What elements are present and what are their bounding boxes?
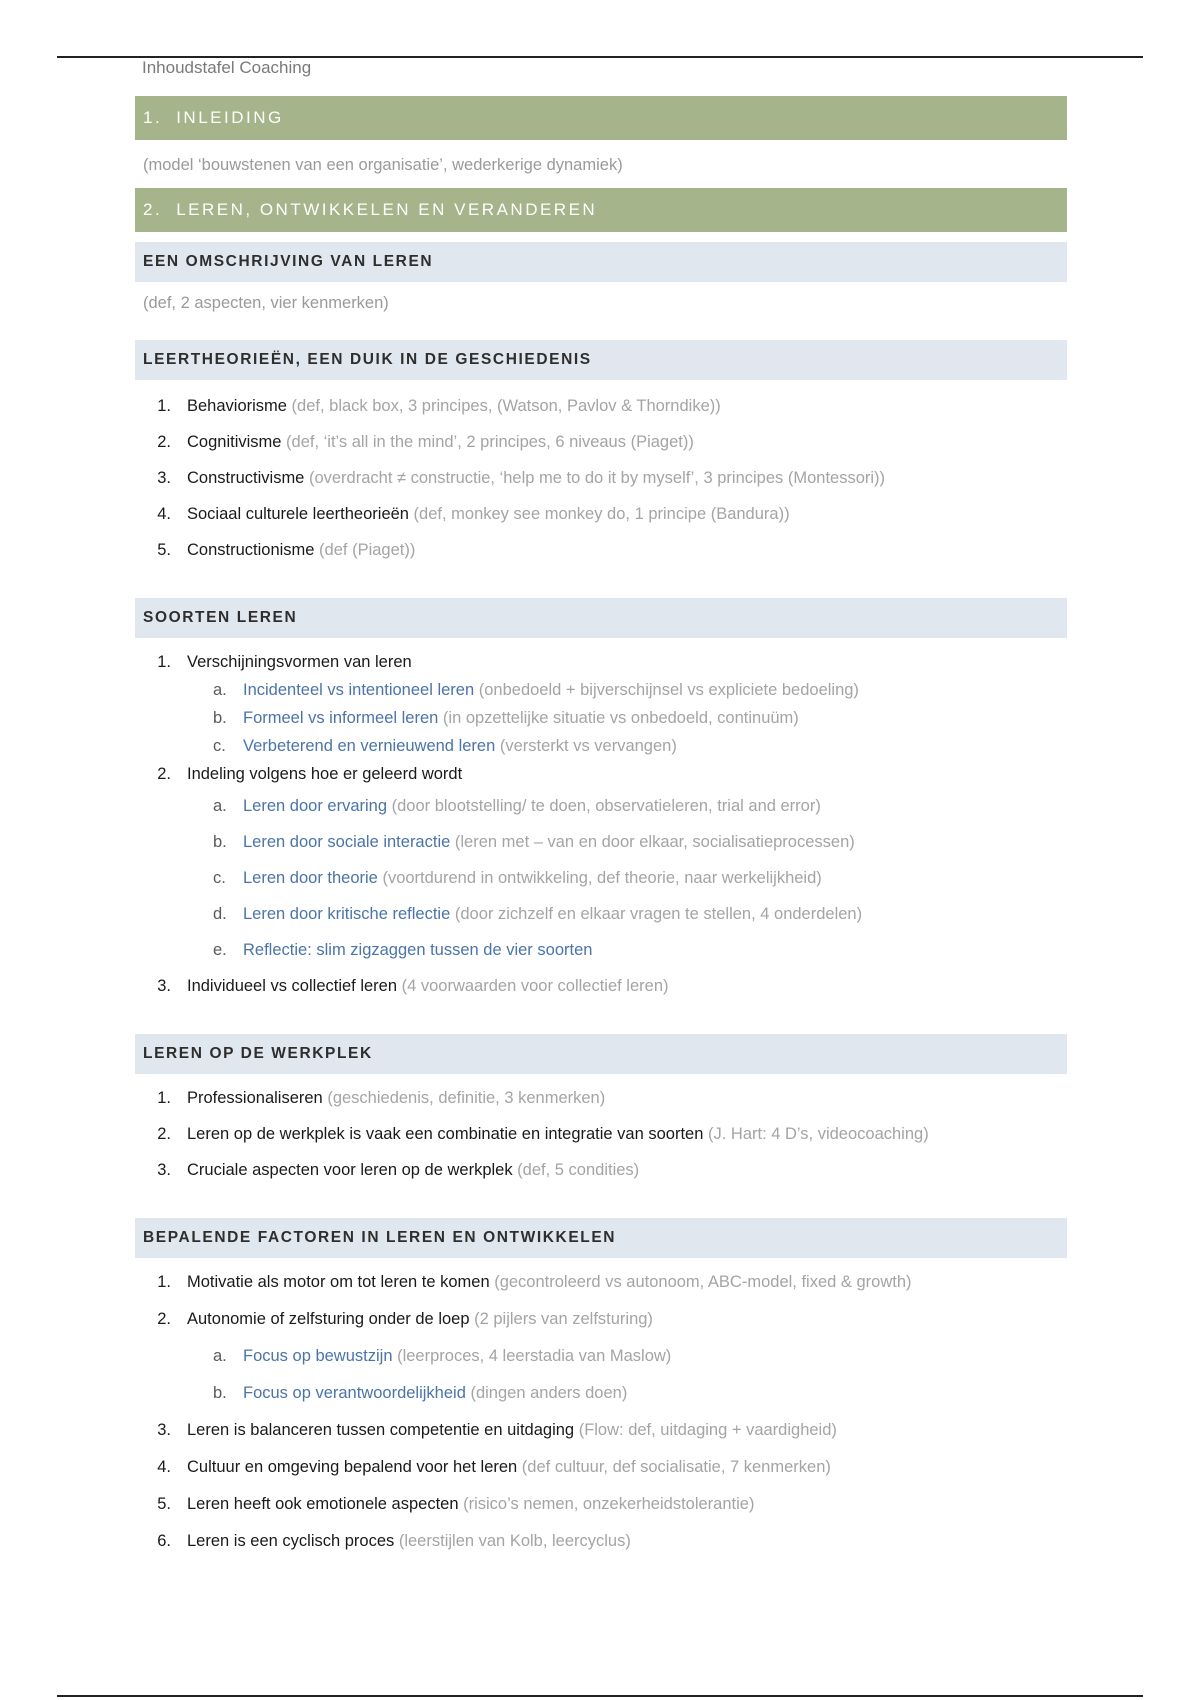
list-subitem: b. Formeel vs informeel leren (in opzettelijke situatie vs onbedoeld, continuüm) (213, 709, 799, 727)
section-heading-inleiding: 1. INLEIDING (135, 96, 1067, 140)
list-item: 3. Cruciale aspecten voor leren op de werkplek (def, 5 condities) (157, 1161, 640, 1179)
subsection-heading-leertheorieen: LEERTHEORIEËN, EEN DUIK IN DE GESCHIEDENIS (135, 340, 1067, 380)
list-subitem: b. Leren door sociale interactie (leren met – van en door elkaar, socialisatieprocessen) (213, 833, 855, 851)
list-item: 1. Verschijningsvormen van leren (157, 653, 412, 671)
section-note: (model ‘bouwstenen van een organisatie’, wederkerige dynamiek) (143, 156, 623, 174)
document-header-title: Inhoudstafel Coaching (142, 58, 312, 77)
list-subitem: d. Leren door kritische reflectie (door zichzelf en elkaar vragen te stellen, 4 onderdelen) (213, 905, 863, 923)
subsection-heading-omschrijving: EEN OMSCHRIJVING VAN LEREN (135, 242, 1067, 282)
list-subitem: a. Leren door ervaring (door blootstelling/ te doen, observatieleren, trial and error) (213, 797, 821, 815)
section-heading-leren: 2. LEREN, ONTWIKKELEN EN VERANDEREN (135, 188, 1067, 232)
list-item: 6. Leren is een cyclisch proces (leerstijlen van Kolb, leercyclus) (157, 1532, 631, 1550)
list-item: 2. Leren op de werkplek is vaak een combinatie en integratie van soorten (J. Hart: 4 D’s, videocoaching) (157, 1125, 929, 1143)
document-body (135, 96, 1067, 1560)
list-subitem: c. Leren door theorie (voortdurend in ontwikkeling, def theorie, naar werkelijkheid) (213, 869, 822, 887)
list-item: 1. Motivatie als motor om tot leren te komen (gecontroleerd vs autonoom, ABC-model, fixed & growth) (157, 1273, 912, 1291)
list-item: 2. Cognitivisme (def, ‘it’s all in the mind’, 2 principes, 6 niveaus (Piaget)) (157, 433, 694, 451)
leertheorieen-list (135, 388, 1067, 568)
list-subitem: c. Verbeterend en vernieuwend leren (versterkt vs vervangen) (213, 737, 677, 755)
werkplek-list (135, 1080, 1067, 1188)
subsection-note: (def, 2 aspecten, vier kenmerken) (143, 294, 389, 312)
list-subitem: b. Focus op verantwoordelijkheid (dingen anders doen) (213, 1384, 628, 1402)
list-item: 2. Autonomie of zelfsturing onder de loep (2 pijlers van zelfsturing) (157, 1310, 653, 1328)
list-item: 1. Professionaliseren (geschiedenis, definitie, 3 kenmerken) (157, 1089, 606, 1107)
list-item: 4. Cultuur en omgeving bepalend voor het leren (def cultuur, def socialisatie, 7 kenmerken) (157, 1458, 831, 1476)
bottom-rule (57, 1695, 1143, 1697)
list-item: 1. Behaviorisme (def, black box, 3 principes, (Watson, Pavlov & Thorndike)) (157, 397, 721, 415)
list-item: 3. Leren is balanceren tussen competentie en uitdaging (Flow: def, uitdaging + vaardigheid) (157, 1421, 837, 1439)
factoren-list (135, 1264, 1067, 1560)
subsection-heading-soorten: SOORTEN LEREN (135, 598, 1067, 638)
list-item: 3. Individueel vs collectief leren (4 voorwaarden voor collectief leren) (157, 977, 669, 995)
list-item: 5. Leren heeft ook emotionele aspecten (risico’s nemen, onzekerheidstolerantie) (157, 1495, 755, 1513)
list-subitem: a. Focus op bewustzijn (leerproces, 4 leerstadia van Maslow) (213, 1347, 672, 1365)
list-item: 4. Sociaal culturele leertheorieën (def, monkey see monkey do, 1 principe (Bandura)) (157, 505, 790, 523)
soorten-list (135, 648, 1067, 1004)
list-subitem: a. Incidenteel vs intentioneel leren (onbedoeld + bijverschijnsel vs expliciete bedoeling) (213, 681, 859, 699)
list-item: 2. Indeling volgens hoe er geleerd wordt (157, 765, 463, 783)
list-item: 3. Constructivisme (overdracht ≠ constructie, ‘help me to do it by myself’, 3 principes (Montessori)) (157, 469, 886, 487)
list-subitem: e. Reflectie: slim zigzaggen tussen de vier soorten (213, 941, 593, 959)
subsection-heading-factoren: BEPALENDE FACTOREN IN LEREN EN ONTWIKKELEN (135, 1218, 1067, 1258)
subsection-heading-werkplek: LEREN OP DE WERKPLEK (135, 1034, 1067, 1074)
list-item: 5. Constructionisme (def (Piaget)) (157, 541, 416, 559)
